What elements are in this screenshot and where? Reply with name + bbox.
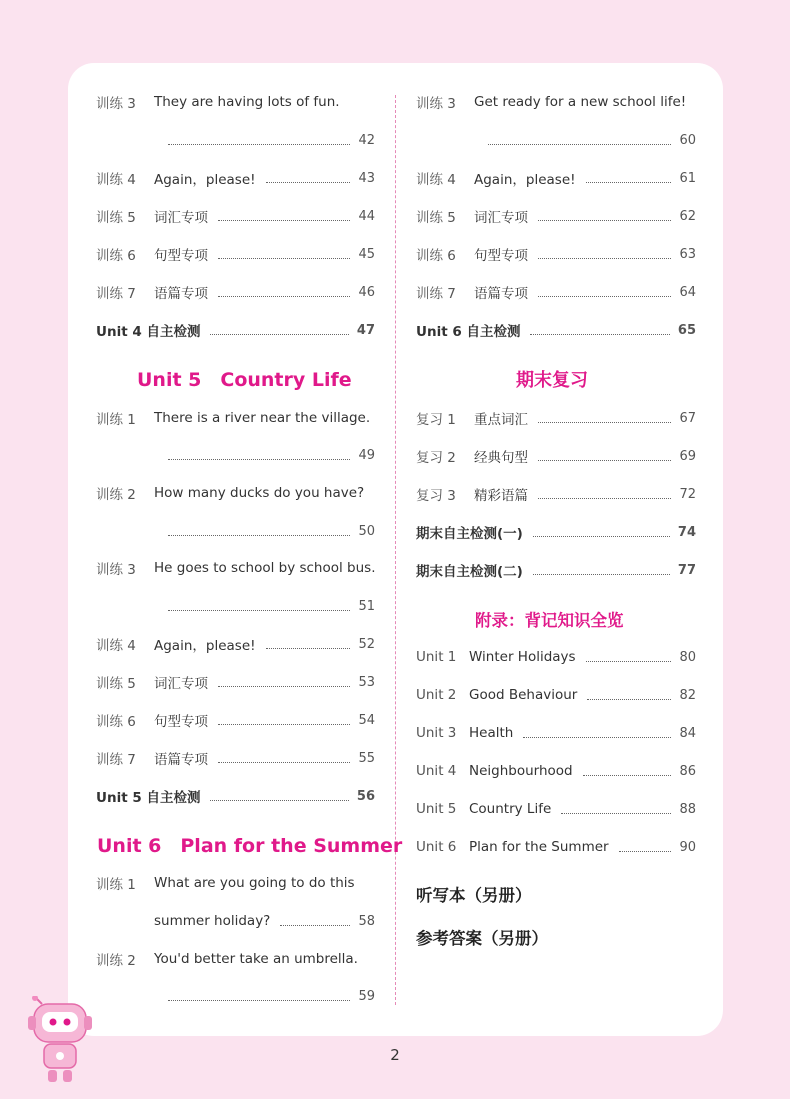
page-ref: 65 [677,322,696,338]
toc-entry-appendix[interactable] [416,644,696,670]
toc-entry-appendix[interactable] [416,796,696,822]
page-ref: 86 [679,763,696,779]
entry-label: 训练 1 [96,412,136,428]
page-ref: 90 [679,839,696,855]
leader-dots [266,182,351,183]
entry-title: Again，please! [474,172,576,188]
entry-title: 句型专项 [154,248,208,264]
toc-entry[interactable] [96,480,375,506]
toc-entry-continuation[interactable] [96,908,375,934]
toc-entry[interactable] [416,203,696,229]
toc-entry[interactable] [96,870,375,896]
leader-dots [218,724,350,725]
appendix-heading: 附录：背记知识全览 [475,611,624,630]
page-ref: 45 [358,246,375,262]
entry-label: 训练 4 [96,638,136,654]
page-ref: 54 [358,712,375,728]
entry-title: Get ready for a new school life! [474,94,687,110]
leader-dots [280,925,350,926]
leader-dots [538,258,671,259]
entry-title: You'd better take an umbrella. [154,951,358,967]
entry-label: 训练 2 [96,953,136,969]
page-ref: 62 [679,208,696,224]
entry-title: 词汇专项 [154,210,208,226]
leader-dots [168,1000,350,1001]
toc-entry-appendix[interactable] [416,758,696,784]
entry-label: 训练 3 [96,96,136,112]
toc-entry[interactable] [96,669,375,695]
page-ref: 82 [679,687,696,703]
entry-title: 期末自主检测(二) [416,564,523,580]
robot-eye-left [50,1019,57,1026]
page-ref: 80 [679,649,696,665]
page-ref: 53 [358,674,375,690]
leader-dots [538,460,671,461]
leader-dots [587,699,671,700]
leader-dots [538,498,671,499]
toc-entry[interactable] [96,946,375,972]
entry-label: 训练 3 [96,562,136,578]
entry-label: 训练 5 [96,210,136,226]
toc-entry[interactable] [416,241,696,267]
leader-dots [168,535,350,536]
final-review-heading: 期末复习 [516,370,588,391]
toc-entry-unit-test[interactable] [416,317,696,343]
page-ref: 51 [358,598,375,614]
toc-entry-appendix[interactable] [416,720,696,746]
page-ref: 58 [358,913,375,929]
toc-entry-continuation[interactable] [96,593,375,619]
page-ref: 49 [358,447,375,463]
toc-entry[interactable] [96,279,375,305]
toc-entry-appendix[interactable] [416,682,696,708]
entry-title: Health [469,725,514,741]
entry-title: 重点词汇 [474,412,528,428]
entry-title: Again，please! [154,638,256,654]
entry-label: 训练 7 [96,286,136,302]
entry-title: Plan for the Summer [469,839,609,855]
leader-dots [168,144,350,145]
page-ref: 74 [677,524,696,540]
toc-entry[interactable] [416,481,696,507]
toc-entry-appendix[interactable] [416,834,696,860]
toc-entry-unit-test[interactable] [96,317,375,343]
toc-entry[interactable] [416,443,696,469]
robot-leg-right [63,1070,72,1082]
leader-dots [168,459,350,460]
robot-eye-right [64,1019,71,1026]
page-number: 2 [390,1046,400,1064]
entry-title: 句型专项 [474,248,528,264]
entry-title: He goes to school by school bus. [154,560,376,576]
entry-title: 期末自主检测(一) [416,526,523,542]
leader-dots [561,813,671,814]
leader-dots [533,536,670,537]
entry-title: 经典句型 [474,450,528,466]
page-ref: 84 [679,725,696,741]
toc-entry[interactable] [416,165,696,191]
dictation-book-entry[interactable]: 听写本（另册） [416,886,532,905]
entry-title: 句型专项 [154,714,208,730]
toc-entry-continuation[interactable] [96,442,375,468]
entry-label: 训练 5 [96,676,136,692]
entry-title-line2: summer holiday? [154,913,271,929]
leader-dots [538,422,671,423]
entry-label: 训练 4 [96,172,136,188]
leader-dots [530,334,669,335]
page-ref: 77 [677,562,696,578]
entry-label: 训练 1 [96,877,136,893]
entry-label: 训练 4 [416,172,456,188]
entry-label: 训练 3 [416,96,456,112]
robot-ear-left [28,1016,36,1030]
toc-entry[interactable] [96,631,375,657]
answer-key-entry[interactable]: 参考答案（另册） [416,929,548,948]
toc-entry-continuation[interactable] [96,127,375,153]
entry-title: 词汇专项 [474,210,528,226]
leader-dots [218,762,350,763]
leader-dots [218,686,350,687]
entry-label: 复习 2 [416,450,456,466]
page-ref: 88 [679,801,696,817]
entry-label: Unit 2 [416,687,457,703]
entry-label: 训练 6 [416,248,456,264]
toc-entry[interactable] [96,745,375,771]
leader-dots [218,220,350,221]
toc-entry[interactable] [96,203,375,229]
toc-entry[interactable] [416,279,696,305]
entry-title: Again，please! [154,172,256,188]
page-ref: 72 [679,486,696,502]
entry-title: How many ducks do you have? [154,485,365,501]
robot-mascot-icon [22,996,102,1086]
entry-title: 语篇专项 [474,286,528,302]
leader-dots [488,144,671,145]
entry-title: There is a river near the village. [154,410,371,426]
toc-entry-continuation[interactable] [96,518,375,544]
entry-title: Neighbourhood [469,763,573,779]
toc-entry[interactable] [96,707,375,733]
entry-label: Unit 3 [416,725,457,741]
unit-5-heading: Unit 5 Country Life [137,369,352,391]
toc-entry-unit-test[interactable] [96,783,375,809]
page-ref: 55 [358,750,375,766]
page-ref: 56 [356,788,375,804]
leader-dots [210,334,348,335]
entry-label: Unit 1 [416,649,457,665]
leader-dots [538,220,671,221]
page-ref: 67 [679,410,696,426]
leader-dots [586,182,672,183]
entry-label: 训练 7 [416,286,456,302]
toc-entry-final-test[interactable] [416,519,696,545]
entry-title: Good Behaviour [469,687,578,703]
leader-dots [523,737,671,738]
toc-entry[interactable] [96,89,375,115]
page-ref: 59 [358,988,375,1004]
entry-label: 复习 3 [416,488,456,504]
page-ref: 63 [679,246,696,262]
toc-entry[interactable] [96,555,375,581]
entry-label: 训练 6 [96,714,136,730]
leader-dots [210,800,348,801]
page-ref: 47 [356,322,375,338]
leader-dots [218,258,350,259]
page-ref: 43 [358,170,375,186]
entry-title: Unit 5 自主检测 [96,790,201,806]
unit-6-heading: Unit 6 Plan for the Summer [97,835,403,857]
page-ref: 61 [679,170,696,186]
page-ref: 50 [358,523,375,539]
leader-dots [586,661,672,662]
leader-dots [218,296,350,297]
page-ref: 64 [679,284,696,300]
toc-entry[interactable] [96,405,375,431]
robot-chest-light [56,1052,64,1060]
entry-label: 复习 1 [416,412,456,428]
entry-label: Unit 4 [416,763,457,779]
toc-entry[interactable] [96,165,375,191]
toc-entry-continuation[interactable] [96,983,375,1009]
page-ref: 42 [358,132,375,148]
leader-dots [583,775,672,776]
entry-title: Country Life [469,801,552,817]
toc-entry[interactable] [416,405,696,431]
entry-title: Unit 4 自主检测 [96,324,201,340]
entry-title: They are having lots of fun. [154,94,340,110]
entry-label: 训练 2 [96,487,136,503]
page-ref: 44 [358,208,375,224]
entry-title: 语篇专项 [154,752,208,768]
page-ref: 69 [679,448,696,464]
entry-label: Unit 5 [416,801,457,817]
toc-entry[interactable] [416,89,696,115]
robot-ear-right [84,1016,92,1030]
entry-label: 训练 7 [96,752,136,768]
toc-entry[interactable] [96,241,375,267]
leader-dots [168,610,350,611]
entry-label: 训练 5 [416,210,456,226]
page-ref: 52 [358,636,375,652]
leader-dots [619,851,672,852]
page-ref: 46 [358,284,375,300]
entry-title: 词汇专项 [154,676,208,692]
leader-dots [533,574,670,575]
entry-title: 语篇专项 [154,286,208,302]
robot-face [42,1012,78,1032]
robot-leg-left [48,1070,57,1082]
column-divider [395,95,396,1005]
leader-dots [266,648,351,649]
toc-entry-final-test[interactable] [416,557,696,583]
toc-entry-continuation[interactable] [416,127,696,153]
page-ref: 60 [679,132,696,148]
entry-label: Unit 6 [416,839,457,855]
entry-title: Unit 6 自主检测 [416,324,521,340]
entry-title: What are you going to do this [154,875,355,891]
entry-title: Winter Holidays [469,649,576,665]
leader-dots [538,296,671,297]
entry-title: 精彩语篇 [474,488,528,504]
entry-label: 训练 6 [96,248,136,264]
